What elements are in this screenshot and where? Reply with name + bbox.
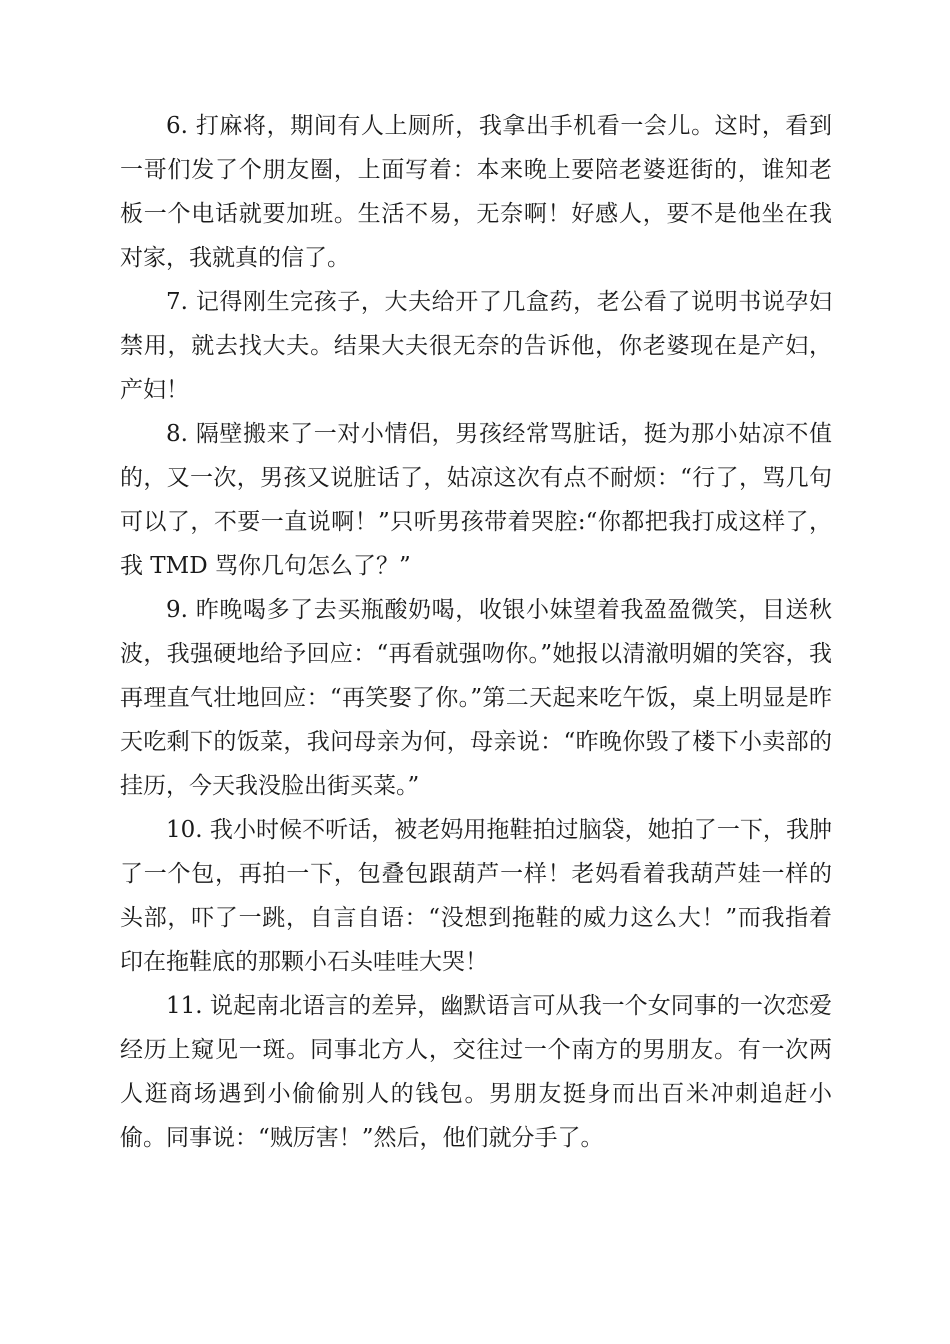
paragraph-joke-9: 9. 昨晚喝多了去买瓶酸奶喝，收银小妹望着我盈盈微笑，目送秋波，我强硬地给予回应：“再看就强吻你。”她报以清澈明媚的笑容，我再理直气壮地回应：“再笑娶了你。”第二天起来吃午饭，桌上明显是昨天吃剩下的饭菜，我问母亲为何，母亲说：“昨晚你毁了楼下小卖部的挂历，今天我没脸出街买菜。”: [120, 597, 832, 799]
document-body: [120, 104, 832, 1160]
paragraph-joke-6: 6. 打麻将，期间有人上厕所，我拿出手机看一会儿。这时，看到一哥们发了个朋友圈，上面写着：本来晚上要陪老婆逛街的，谁知老板一个电话就要加班。生活不易，无奈啊！好感人，要不是他坐在我对家，我就真的信了。: [120, 113, 832, 271]
paragraph-joke-7: 7. 记得刚生完孩子，大夫给开了几盒药，老公看了说明书说孕妇禁用，就去找大夫。结果大夫很无奈的告诉他，你老婆现在是产妇，产妇！: [120, 289, 832, 403]
paragraph-joke-8: 8. 隔壁搬来了一对小情侣，男孩经常骂脏话，挺为那小姑凉不值的，又一次，男孩又说脏话了，姑凉这次有点不耐烦：“行了，骂几句可以了，不要一直说啊！”只听男孩带着哭腔:“你都把我打成这样了，我 TMD 骂你几句怎么了？”: [120, 421, 832, 579]
paragraph-joke-10: 10. 我小时候不听话，被老妈用拖鞋拍过脑袋，她拍了一下，我肿了一个包，再拍一下，包叠包跟葫芦一样！老妈看着我葫芦娃一样的头部，吓了一跳，自言自语：“没想到拖鞋的威力这么大！”而我指着印在拖鞋底的那颗小石头哇哇大哭！: [120, 817, 832, 975]
paragraph-joke-11: 11. 说起南北语言的差异，幽默语言可从我一个女同事的一次恋爱经历上窥见一斑。同事北方人，交往过一个南方的男朋友。有一次两人逛商场遇到小偷偷别人的钱包。男朋友挺身而出百米冲刺追赶小偷。同事说：“贼厉害！”然后，他们就分手了。: [120, 993, 832, 1151]
